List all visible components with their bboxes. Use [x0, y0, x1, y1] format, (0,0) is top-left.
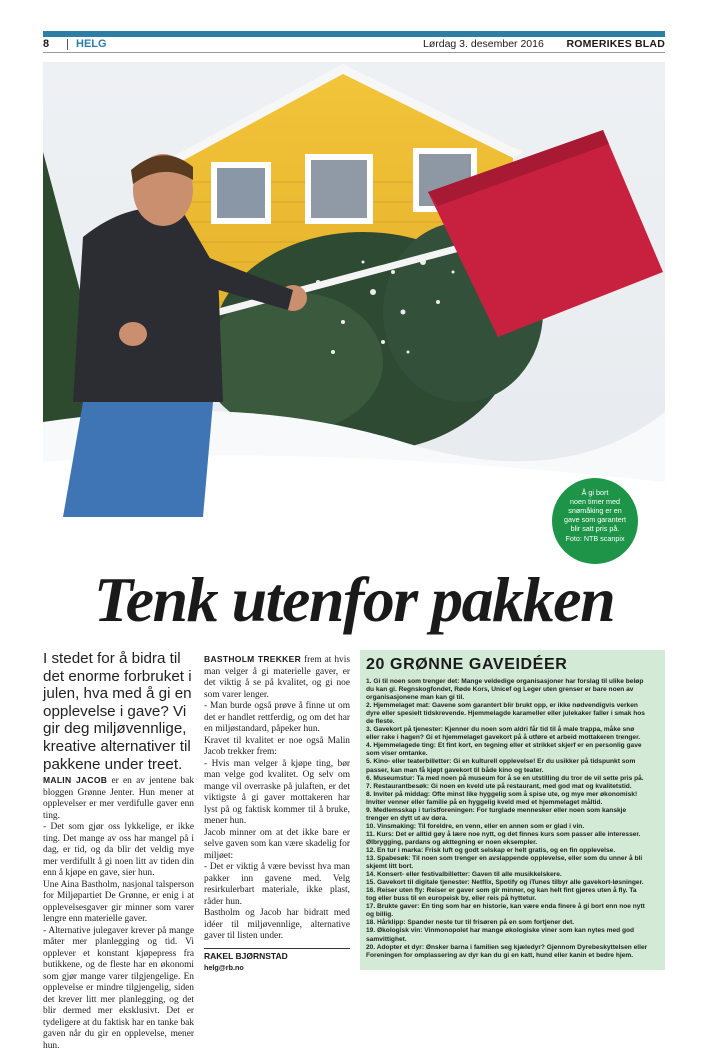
caption-line: gave som garantert	[564, 515, 626, 524]
factbox-line: 1. Gi til noen som trenger det: Mange veldedige organisasjoner har forslag til ulike beløp	[366, 678, 644, 685]
factbox-line: dyre eller spesielt tidskrevende. Hjemmelagde karameller eller julekaker faller i smak hos	[366, 710, 645, 718]
factbox-line: 17. Brukte gaver: En ting som har en historie, kan være enda finere å gi bort enn noe nytt	[366, 903, 645, 911]
article-lead: I stedet for å bidra til det enorme forbruket i julen, hva med å gi en opplevelse i gave? Vi gir deg miljøvennlige, kreative alternativer til pakkene under treet.	[43, 650, 192, 773]
byline-email[interactable]: helg@rb.no	[204, 963, 244, 972]
factbox-line: 5. Kino- eller teaterbilletter: Gi en kulturell opplevelse! Er du usikker på tidspunkt som	[366, 758, 636, 766]
factbox-line: 4. Hjemmelagede ting: Et fint kort, en tegning eller et strikket skjerf er en personlig gave	[366, 742, 642, 750]
article-paragraph: Une Aina Bastholm, nasjonal talsperson for Miljøpartiet De Grønne, er enig i at opplevelsesgaver gir minner som varer lengre enn materielle gaver.	[43, 879, 194, 925]
factbox-line: 14. Konsert- eller festivalbilletter: Gaven til alle musikkelskere.	[366, 871, 562, 879]
byline: RAKEL BJØRNSTAD	[204, 948, 350, 963]
factbox-list	[366, 678, 659, 960]
article-paragraph: - Det som gjør oss lykkelige, er ikke ting. Det mange av oss har mangel på i dag, er tid, og da blir det veldig mye mer verdifullt å gi noen litt av tiden din enn å kjøpe en gave, sier hun.	[43, 822, 194, 879]
article-paragraph: Kravet til kvalitet er noe også Malin Jacob trekker frem:	[204, 735, 350, 757]
photo-caption-badge	[552, 478, 638, 564]
issue-date: Lørdag 3. desember 2016	[423, 38, 544, 50]
factbox-line: 19. Økologisk vin: Vinmonopolet har mange økologiske viner som kan nytes med god	[366, 927, 635, 935]
factbox-line: 18. Hårklipp: Spander neste tur til frisøren på en som fortjener det.	[366, 919, 575, 927]
factbox-line: samvittighet.	[366, 935, 407, 943]
factbox-line: 9. Medlemsskap i turistforeningen: For turglade mennesker eller noen som kanskje	[366, 806, 627, 814]
section-label: HELG	[76, 38, 107, 50]
factbox-line: og billig.	[366, 911, 394, 919]
factbox-line: organisasjonene man kan gi til.	[366, 694, 465, 702]
caption-line: Å gi bort	[581, 488, 609, 497]
factbox-line: 2. Hjemmelaget mat: Gavene som garantert blir brukt opp, er ikke nødvendigvis verken	[366, 702, 638, 710]
factbox-line: 11. Kurs: Det er alltid gøy å lære noe nytt, og det finnes kurs som passer alle interesser.	[366, 830, 641, 838]
subhead-cap: BASTHOLM TREKKER	[204, 654, 302, 664]
newspaper-logo: ROMERIKES BLAD	[566, 38, 665, 50]
caption-line: blir satt pris på.	[570, 524, 620, 533]
factbox-line: Inviter venner eller familie på en hyggelig kveld med et hjemmelaget måltid.	[366, 798, 603, 806]
photo-credit: Foto: NTB scanpix	[565, 534, 625, 543]
factbox-title: 20 GRØNNE GAVEIDÉER	[366, 656, 568, 673]
factbox-line: 12. En tur i marka: Frisk luft og godt selskap er helt gratis, og en fin opplevelse.	[366, 846, 616, 854]
factbox-line: passer, kan man få kjøpt gavekort til både kino og teater.	[366, 766, 544, 774]
gift-ideas-factbox	[360, 650, 665, 970]
factbox-line: du kan gi. Regnskogfondet, Røde Kors, Unicef og Leger uten grenser er bare noen av	[366, 686, 634, 694]
factbox-line: 13. Spabesøk: Til noen som trenger en avslappende opplevelse, eller som du unner å bli	[366, 855, 643, 863]
article-paragraph: - Alternative julegaver krever på mange måter mer planlegging og tid. Vi opplever et konstant kjøpepress fra butikkene, og de fleste har en økonomi som gjør mange varer tilgjengelige. En opplevelse er mindre tilgjengelig, siden det krever litt mer planlegging, og det blir dermed mer eksklusivt. Det er tydeligere at du faktisk har en tanke bak gaven når du gir en opplevelse, mener hun.	[43, 925, 194, 1051]
factbox-line: 15. Gavekort til digitale tjenester: Netflix, Spotify og iTunes tilbyr alle gavekort-løsninger.	[366, 879, 644, 887]
factbox-line: som viser omtanke.	[366, 750, 428, 758]
factbox-line: 10. Vinsmaking: Til foreldre, en venn, eller en annen som er glad i vin.	[366, 822, 585, 830]
page-number: 8	[43, 38, 50, 50]
article-paragraph: Jacob minner om at det ikke bare er selve gaven som kan være skadelig for miljøet:	[204, 827, 350, 861]
caption-line: noen timer med	[570, 497, 620, 506]
factbox-line: Foreningen for omplassering av dyr kan du gi en katt, hund eller kanin et bedre hjem.	[366, 951, 634, 959]
factbox-line: 8. Inviter på middag: Ofte minst like hyggelig som å spise ute, og mye mer økonomisk!	[366, 790, 638, 798]
article-paragraph: - Man burde også prøve å finne ut om det er handlet rettferdig, og om det har en miljøstandard, påpeker hun.	[204, 701, 350, 734]
factbox-line: trenger en dytt ut av døra.	[366, 814, 448, 822]
factbox-line: eller rake i hagen? Gi et hjemmelaget gavekort på å utføre et arbeid mottakeren trenger.	[366, 734, 641, 742]
snow-shoveling-illustration	[43, 62, 665, 552]
article-column-1	[43, 650, 194, 1052]
caption-line: snømåking er en	[568, 506, 622, 515]
article-paragraph: - Hvis man velger å kjøpe ting, bør man velge god kvalitet. Og selv om mange vil overraske på julaften, er det viktigste å gi gaver mottakeren har lyst på og faktisk kommer til å bruke, mener hun.	[204, 758, 350, 826]
factbox-line: 16. Reiser uten fly: Reiser er gaver som gir minner, og kan helt fint gjøres uten å fly. Ta	[366, 887, 637, 895]
factbox-line: 20. Adopter et dyr: Ønsker barna i familien seg kjæledyr? Gjennom Dyrebeskyttelsen eller	[366, 943, 648, 951]
article-column-2	[204, 650, 350, 974]
article-paragraph: BASTHOLM TREKKER frem at hvis man velger å gi materielle gaver, er det viktig å se på kvalitet, og gi noe som varer lenger.	[204, 654, 350, 700]
factbox-line: tog eller buss til en europeisk by, eller reis på hyttetur.	[366, 895, 537, 903]
factbox-line: 7. Restaurantbesøk: Gi noen en kveld ute på restaurant, med god mat og kvalitetstid.	[366, 782, 632, 790]
page-header	[43, 37, 665, 53]
article-paragraph: Bastholm og Jacob har bidratt med idéer til miljøvennlige, alternative gaver til listen under.	[204, 908, 350, 941]
article-paragraph: - Det er viktig å være bevisst hva man pakker inn gavene med. Velg resirkulerbart materiale, ikke plast, råder hun.	[204, 862, 350, 907]
factbox-line: de fleste.	[366, 718, 395, 726]
factbox-line: 3. Gavekort på tjenester: Kjenner du noen som aldri får tid til å male trappa, måke snø	[366, 726, 635, 734]
factbox-line: skjemt litt bort.	[366, 863, 414, 871]
main-photo	[43, 62, 665, 552]
author-name: MALIN JACOB	[43, 775, 108, 786]
factbox-line: 6. Museumstur: Ta med noen på museum for å se en utstilling du tror de vil sette pris på.	[366, 774, 644, 782]
factbox-line: Ølbrygging, pardans og akttegning er noen eksempler.	[366, 838, 538, 846]
article-headline: Tenk utenfor pakken	[93, 564, 615, 635]
header-divider	[67, 39, 68, 50]
article-paragraph: MALIN JACOB er en av jentene bak bloggen Grønne Jenter. Hun mener at opplevelser er mer verdifulle gaver enn ting.	[43, 775, 195, 821]
